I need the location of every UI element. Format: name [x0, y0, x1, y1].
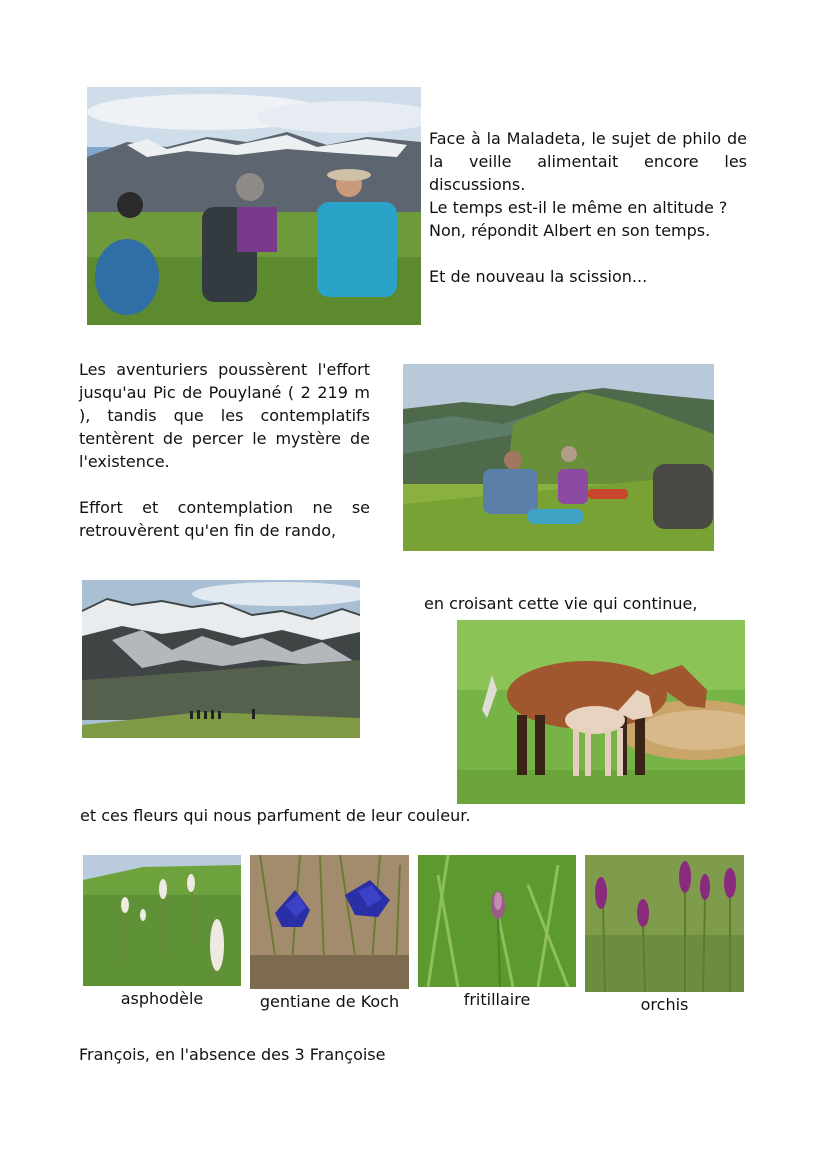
- photo-orchis: [585, 855, 744, 992]
- photo-gentiane: [250, 855, 409, 989]
- signature: François, en l'absence des 3 Françoise: [79, 1045, 386, 1064]
- photo-horses: [457, 620, 745, 804]
- section1-text: [429, 127, 747, 288]
- section2-text: [79, 358, 370, 542]
- section2-paragraph2: Effort et contemplation ne se retrouvèrent qu'en fin de rando,: [79, 498, 370, 540]
- photo-fritillaire: [418, 855, 576, 987]
- photo-mountain-panorama: [82, 580, 360, 738]
- section1-line4: Et de nouveau la scission...: [429, 267, 648, 286]
- section3-line1: en croisant cette vie qui continue,: [424, 594, 698, 613]
- caption-gentiane: gentiane de Koch: [259, 992, 400, 1011]
- section1-line2: Le temps est-il le même en altitude ?: [429, 198, 728, 217]
- section1-line3: Non, répondit Albert en son temps.: [429, 221, 711, 240]
- photo-asphodele: [83, 855, 241, 986]
- section1-paragraph1: Face à la Maladeta, le sujet de philo de la veille alimentait encore les discussions.: [429, 129, 747, 194]
- section2-paragraph1: Les aventuriers poussèrent l'effort jusqu'au Pic de Pouylané ( 2 219 m ), tandis que les contemplatifs tentèrent de percer le mystère de l'existence.: [79, 360, 370, 471]
- photo-contemplatifs: [403, 364, 714, 551]
- caption-orchis: orchis: [640, 995, 689, 1014]
- caption-fritillaire: fritillaire: [463, 990, 531, 1009]
- photo-hikers-maladeta: [87, 87, 421, 325]
- caption-asphodele: asphodèle: [120, 989, 204, 1008]
- section3-line2: et ces fleurs qui nous parfument de leur couleur.: [80, 806, 471, 825]
